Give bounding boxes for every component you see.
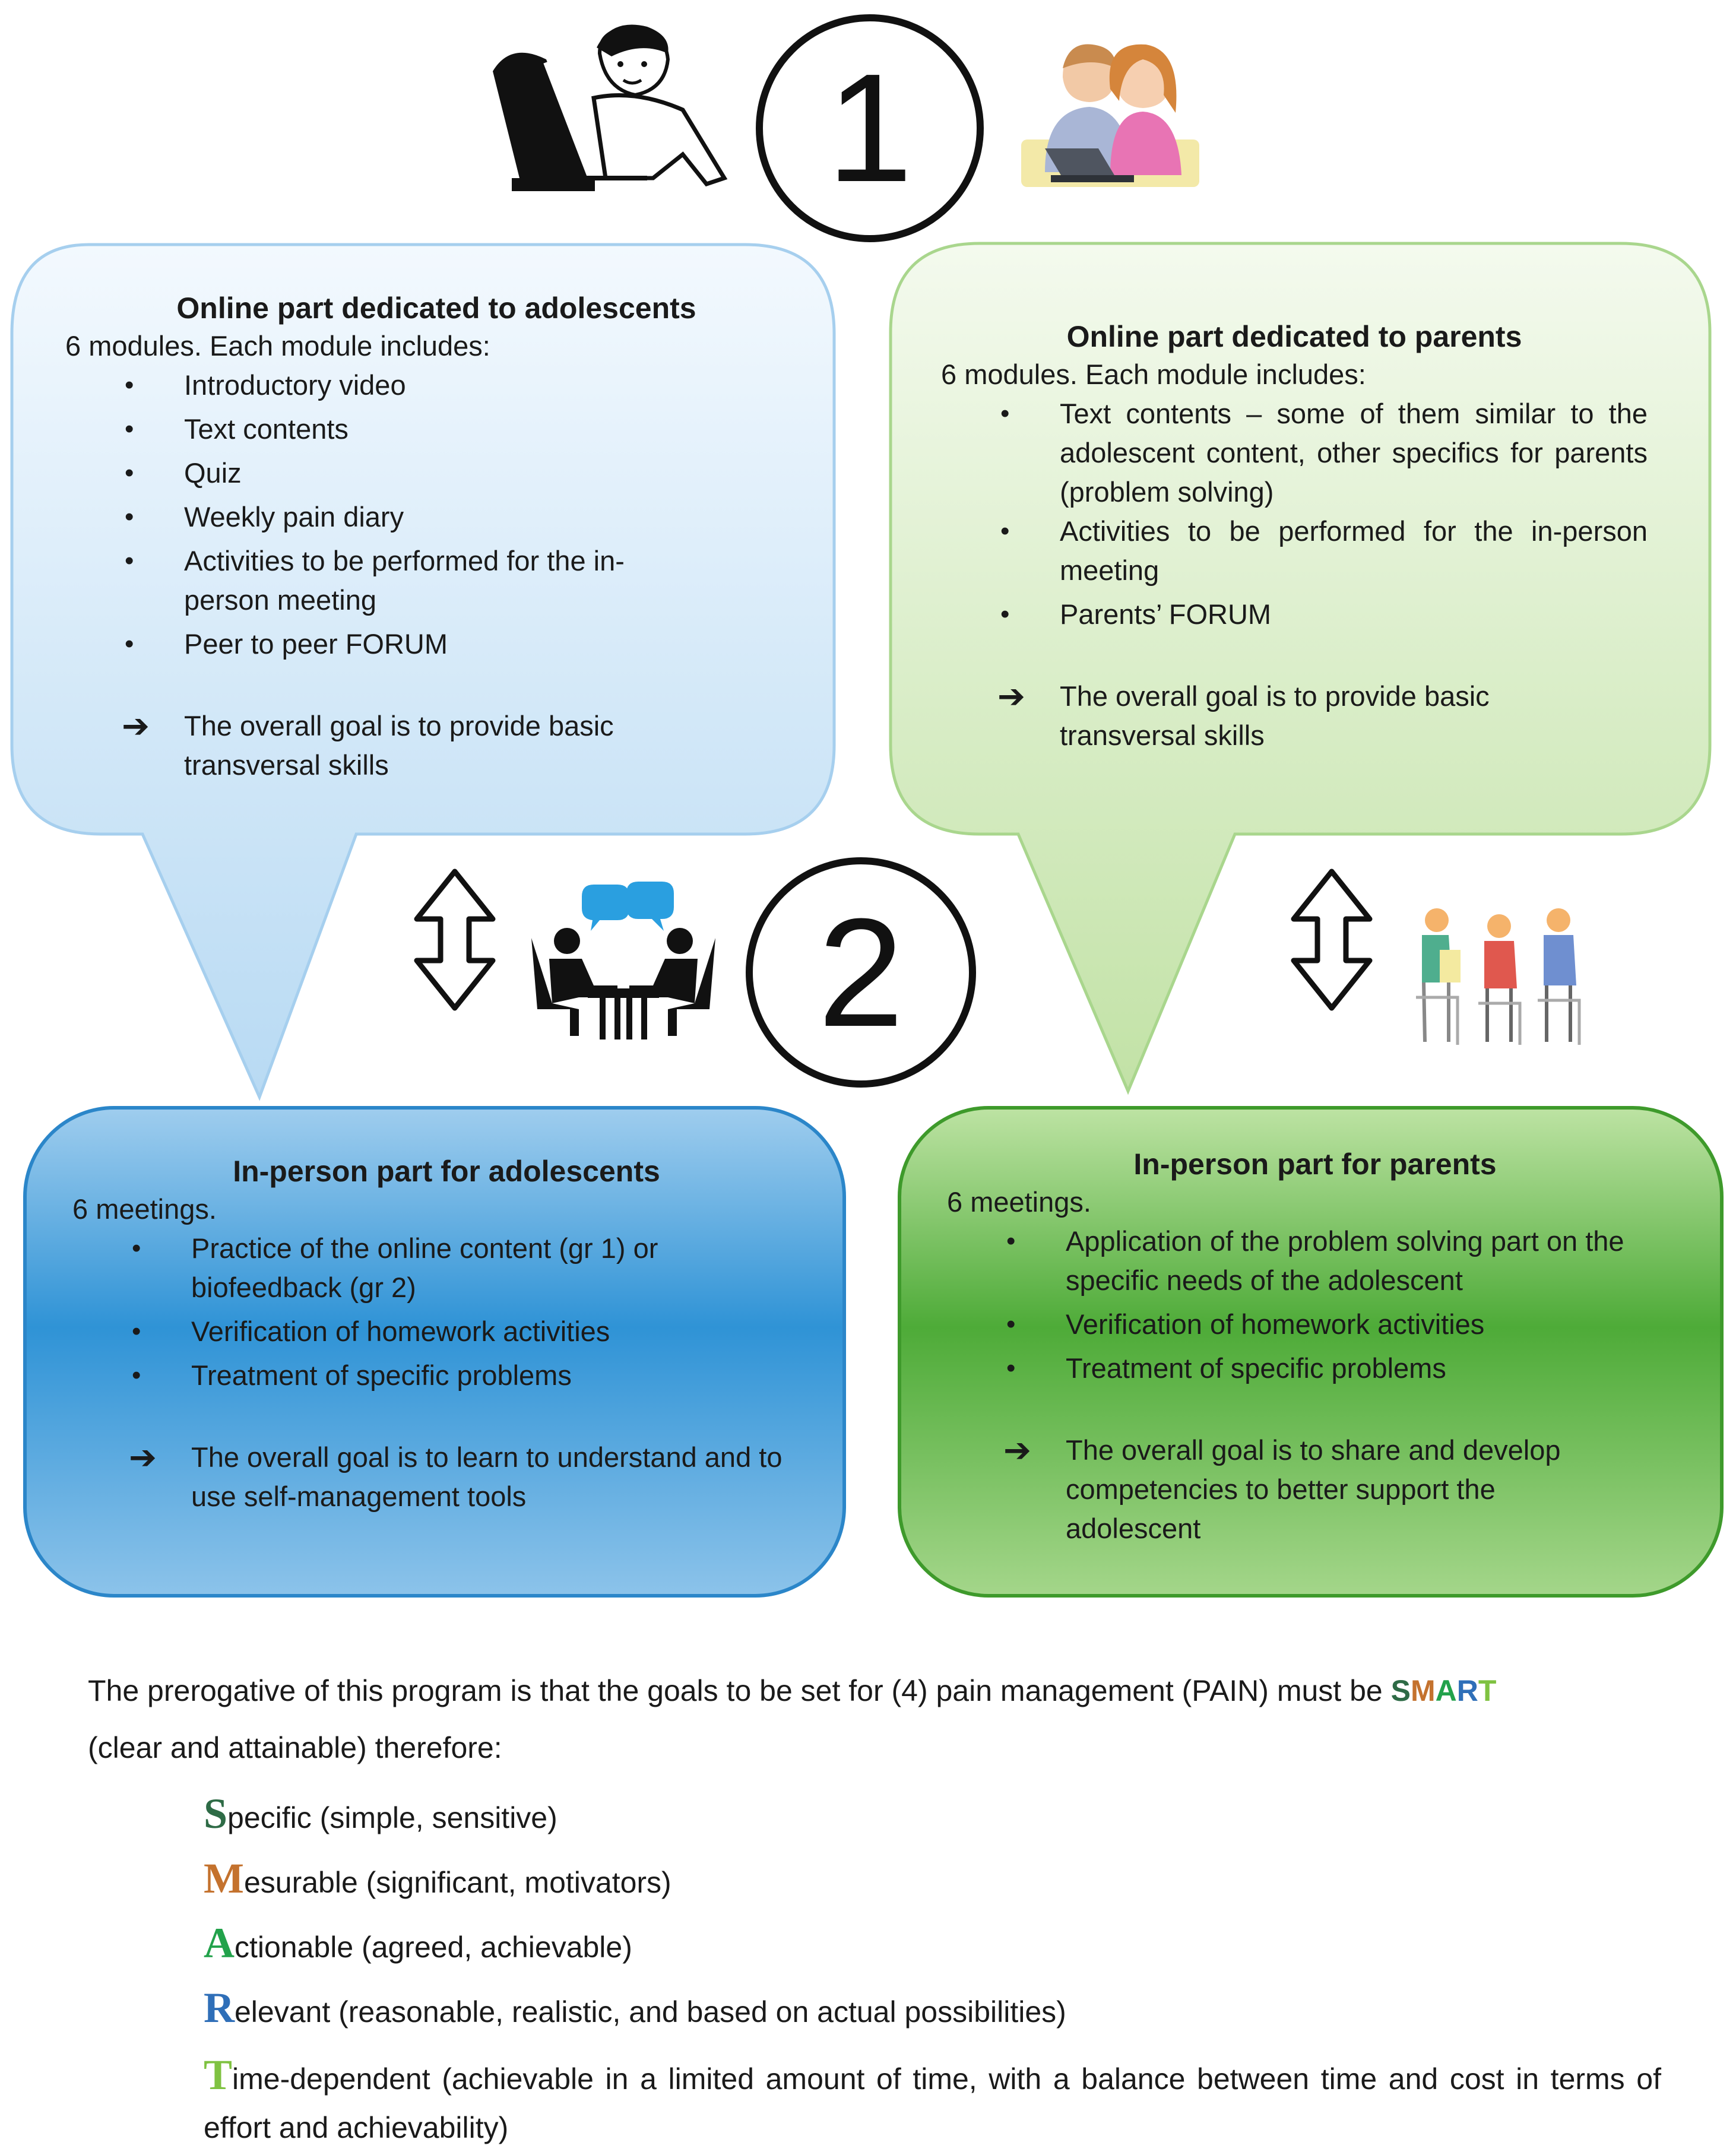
double-arrow-icon <box>417 871 493 1008</box>
goal-text: The overall goal is to provide basic transversal skills <box>184 710 614 781</box>
parents-at-laptop-icon <box>1021 45 1199 188</box>
smart-intro-text: The prerogative of this program is that the goals to be set for (4) pain management (PAIN) must be <box>88 1674 1383 1707</box>
smart-word-a: A <box>1435 1674 1457 1707</box>
list-item: • Text contents <box>65 410 807 449</box>
online-adolescents-list <box>65 366 807 664</box>
smart-word-r: R <box>1456 1674 1478 1707</box>
inperson-adolescents-list <box>72 1229 821 1395</box>
list-item: • Application of the problem solving part on the specific needs of the adolescent <box>947 1222 1683 1300</box>
list-item: • Practice of the online content (gr 1) or biofeedback (gr 2) <box>72 1229 821 1307</box>
list-item: • Introductory video <box>65 366 807 405</box>
smart-intro <box>88 1662 1661 1776</box>
online-parents-title: Online part dedicated to parents <box>1066 320 1522 353</box>
smart-word-m: M <box>1410 1674 1436 1707</box>
smart-item-actionable <box>204 1913 1661 1977</box>
right-arrow-icon: ➔ <box>122 707 150 744</box>
smart-list <box>204 1783 1661 2152</box>
smart-item-text: ime-dependent (achievable in a limited amount of time, with a balance between time and cost in terms of effort and achievability) <box>204 2062 1661 2144</box>
goal-text: The overall goal is to share and develop competencies to better support the adolescent <box>1066 1434 1561 1544</box>
online-adolescents-goal <box>65 706 807 785</box>
inperson-adolescents-intro: 6 meetings. <box>72 1193 217 1225</box>
smart-item-text: ctionable (agreed, achievable) <box>235 1931 632 1964</box>
inperson-adolescents-title: In-person part for adolescents <box>233 1155 660 1188</box>
list-item: • Parents’ FORUM <box>941 595 1648 634</box>
smart-item-specific <box>204 1783 1661 1848</box>
smart-word <box>1391 1674 1497 1707</box>
online-adolescents-title: Online part dedicated to adolescents <box>176 291 696 325</box>
inperson-adolescents-goal <box>72 1438 821 1516</box>
list-item: • Activities to be performed for the in-person meeting <box>941 512 1648 590</box>
smart-intro-tail: (clear and attainable) therefore: <box>88 1731 502 1764</box>
inperson-parents-title: In-person part for parents <box>1133 1148 1497 1181</box>
right-arrow-icon: ➔ <box>129 1438 157 1476</box>
smart-letter: A <box>204 1919 235 1967</box>
smart-letter: T <box>204 2051 233 2099</box>
list-item: • Activities to be performed for the in-person meeting <box>65 541 807 620</box>
face-to-face-meeting-icon <box>531 882 715 1039</box>
list-item: • Text contents – some of them similar to the adolescent content, other specifics for parents (problem solving) <box>941 394 1648 512</box>
teen-at-computer-icon <box>493 25 724 191</box>
smart-word-s: S <box>1390 1674 1411 1707</box>
smart-item-relevant <box>204 1977 1661 2042</box>
list-item: • Weekly pain diary <box>65 497 807 537</box>
list-item: • Quiz <box>65 454 807 493</box>
online-adolescents-intro: 6 modules. Each module includes: <box>65 330 490 362</box>
inperson-parents-goal <box>947 1431 1683 1548</box>
step-2-number: 2 <box>818 887 904 1059</box>
double-arrow-icon <box>1294 871 1370 1008</box>
smart-item-text: elevant (reasonable, realistic, and based on actual possibilities) <box>235 1995 1066 2029</box>
goal-text: The overall goal is to provide basic transversal skills <box>1060 680 1490 751</box>
smart-letter: S <box>204 1790 228 1837</box>
online-adolescents-content <box>65 290 807 785</box>
list-item: • Verification of homework activities <box>72 1312 821 1351</box>
goal-text: The overall goal is to learn to understand and to use self-management tools <box>191 1441 783 1512</box>
inperson-parents-content <box>947 1146 1683 1548</box>
list-item: • Verification of homework activities <box>947 1305 1683 1344</box>
smart-word-t: T <box>1478 1674 1497 1707</box>
online-parents-intro: 6 modules. Each module includes: <box>941 359 1366 390</box>
smart-section <box>88 1662 1661 2152</box>
parents-group-icon <box>1416 908 1579 1045</box>
inperson-adolescents-content <box>72 1153 821 1516</box>
step-1-number: 1 <box>826 42 913 214</box>
right-arrow-icon: ➔ <box>997 677 1025 715</box>
online-parents-goal <box>941 677 1648 755</box>
online-parents-content <box>941 318 1648 755</box>
online-parents-list <box>941 394 1648 634</box>
smart-item-text: esurable (significant, motivators) <box>243 1866 671 1899</box>
inperson-parents-list <box>947 1222 1683 1388</box>
smart-letter: R <box>204 1984 235 2031</box>
smart-item-time-dependent <box>204 2050 1661 2152</box>
list-item: • Treatment of specific problems <box>947 1349 1683 1388</box>
smart-item-text: pecific (simple, sensitive) <box>227 1801 557 1834</box>
list-item: • Peer to peer FORUM <box>65 625 807 664</box>
smart-item-mesurable <box>204 1848 1661 1913</box>
right-arrow-icon: ➔ <box>1003 1431 1031 1469</box>
list-item: • Treatment of specific problems <box>72 1356 821 1395</box>
inperson-parents-intro: 6 meetings. <box>947 1186 1091 1218</box>
smart-letter: M <box>204 1855 244 1902</box>
